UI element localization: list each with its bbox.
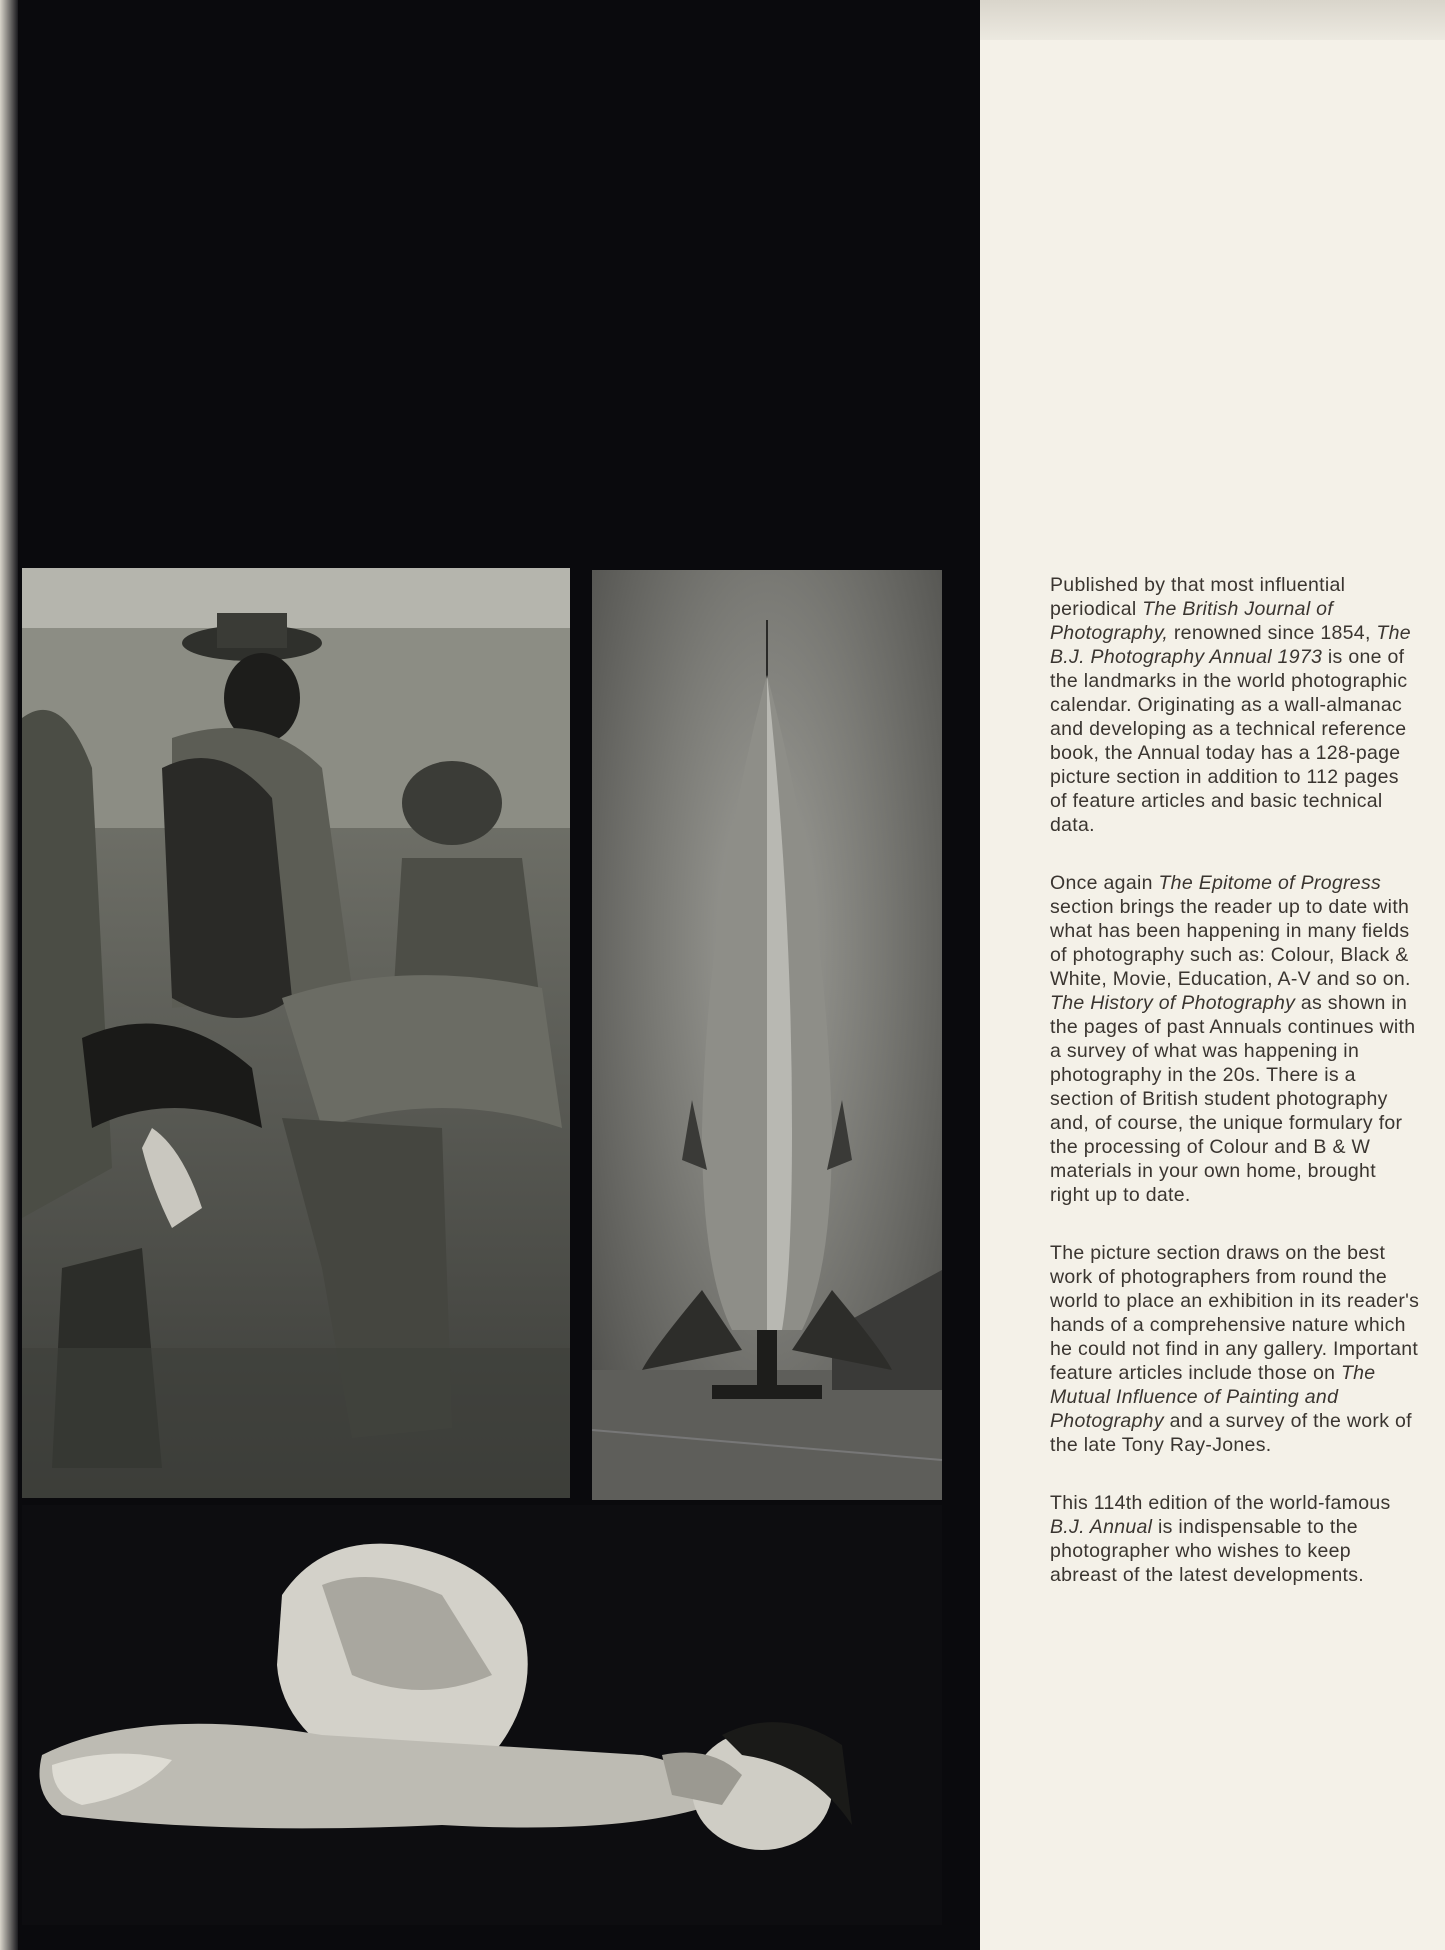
blurb-paragraph-3: The picture section draws on the best work of photographers from round the world to place an exhibition in its reader's hands of a comprehensive nature which he could not find in any gallery. Important feature articles include those on The Mutual Influence of Painting and Photography and a survey of the work of the late Tony Ray-Jones.	[1050, 1242, 1420, 1456]
blurb-paragraph-2: Once again The Epitome of Progress section brings the reader up to date with what has been happening in many fields of photography such as: Colour, Black & White, Movie, Education, A-V and so on. The History of Photography as shown in the pages of past Annuals continues with a survey of what was happening in photography in the 20s. There is a section of British student photography and, of course, the unique formulary for the processing of Colour and B & W materials in your own home, brought right up to date.	[1050, 872, 1416, 1206]
blurb-paragraph-4: This 114th edition of the world-famous B.J. Annual is indispensable to the photographer who wishes to keep abreast of the latest developments.	[1050, 1492, 1391, 1586]
jacket-fold-edge	[980, 0, 1445, 40]
aircraft-photograph-icon	[592, 570, 942, 1500]
blurb-paragraph-1: Published by that most influential periodical The British Journal of Photography, renowned since 1854, The B.J. Photography Annual 1973 is one of the landmarks in the world photographic calendar. Originating as a wall-almanac and developing as a technical reference book, the Annual today has a 128-page picture section in addition to 112 pages of feature articles and basic technical data.	[1050, 574, 1411, 836]
soldiers-photo	[22, 568, 570, 1498]
photograph-icon	[22, 568, 570, 1498]
concorde-photo	[592, 570, 942, 1500]
nude-photo	[22, 1505, 942, 1925]
figure-photograph-icon	[22, 1505, 942, 1925]
blurb-text	[1050, 573, 1420, 1621]
